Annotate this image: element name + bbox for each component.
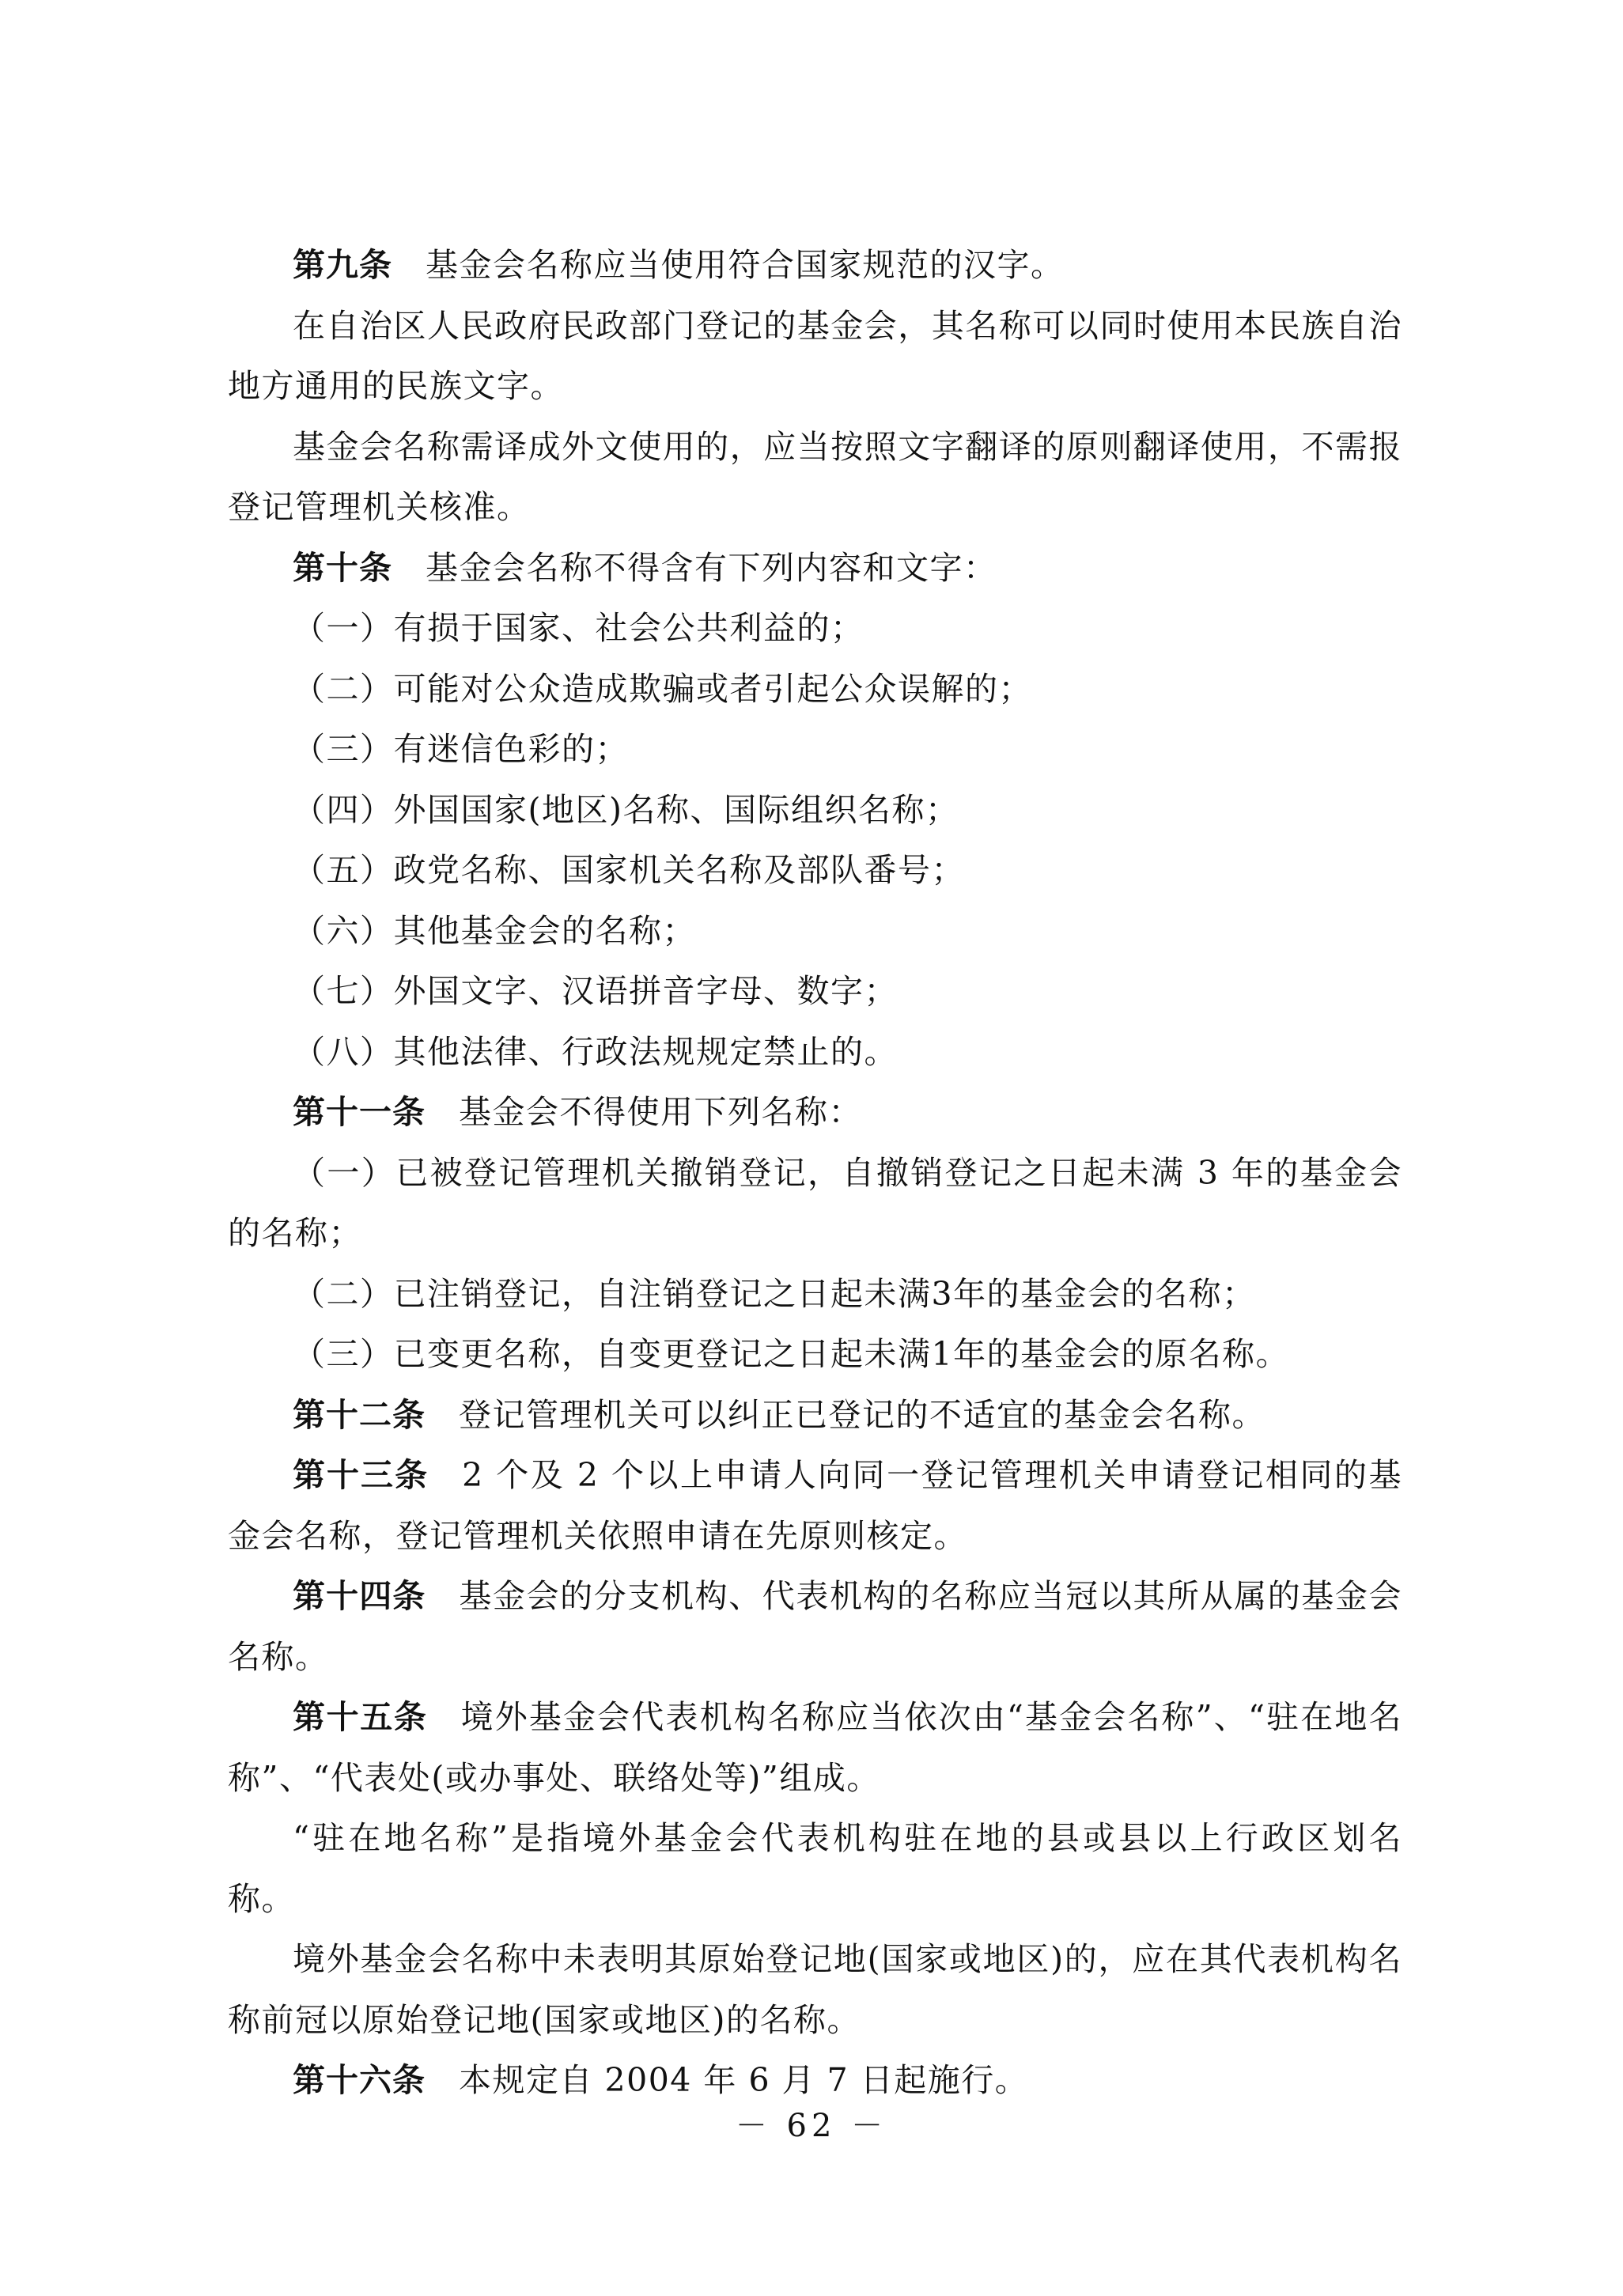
article-15-paragraph: “驻在地名称”是指境外基金会代表机构驻在地的县或县以上行政区划名称。 bbox=[228, 1819, 1402, 1918]
article-11 bbox=[228, 1082, 1402, 1143]
article-15-paragraph: 境外基金会名称中未表明其原始登记地(国家或地区)的，应在其代表机构名称前冠以原始登记地(国家或地区)的名称。 bbox=[228, 1940, 1402, 2039]
article-10-item: （四）外国国家(地区)名称、国际组织名称； bbox=[293, 790, 959, 829]
article-text: 基金会名称应当使用符合国家规范的汉字。 bbox=[426, 246, 1065, 284]
article-label: 第十条 bbox=[293, 548, 392, 587]
article-label: 第十六条 bbox=[293, 2061, 426, 2099]
article-text: 基金会不得使用下列名称： bbox=[459, 1093, 862, 1131]
article-9-paragraph: 基金会名称需译成外文使用的，应当按照文字翻译的原则翻译使用，不需报登记管理机关核准。 bbox=[228, 427, 1402, 526]
article-label: 第十三条 bbox=[293, 1456, 429, 1494]
article-13 bbox=[228, 1445, 1402, 1566]
article-10-item: （一）有损于国家、社会公共利益的； bbox=[293, 609, 864, 647]
article-10-item: （二）可能对公众造成欺骗或者引起公众误解的； bbox=[293, 669, 1032, 708]
article-text: 基金会名称不得含有下列内容和文字： bbox=[426, 548, 997, 587]
article-label: 第十一条 bbox=[293, 1093, 426, 1131]
article-11-item: （一）已被登记管理机关撤销登记，自撤销登记之日起未满 3 年的基金会的名称； bbox=[228, 1153, 1402, 1252]
article-text: 基金会的分支机构、代表机构的名称应当冠以其所从属的基金会名称。 bbox=[228, 1577, 1403, 1676]
article-10-item: （五）政党名称、国家机关名称及部队番号； bbox=[293, 851, 965, 889]
article-text: 境外基金会代表机构名称应当依次由“基金会名称”、“驻在地名称”、“代表处(或办事处、联络处等)”组成。 bbox=[228, 1698, 1402, 1797]
article-15 bbox=[228, 1687, 1402, 1808]
article-text: 2 个及 2 个以上申请人向同一登记管理机关申请登记相同的基金会名称，登记管理机关依照申请在先原则核定。 bbox=[228, 1456, 1402, 1555]
article-label: 第九条 bbox=[293, 246, 392, 284]
article-9 bbox=[228, 235, 1402, 296]
article-11-item: （二）已注销登记，自注销登记之日起未满3年的基金会的名称； bbox=[293, 1274, 1256, 1313]
article-9-paragraph: 在自治区人民政府民政部门登记的基金会，其名称可以同时使用本民族自治地方通用的民族文字。 bbox=[228, 306, 1402, 405]
article-text: 登记管理机关可以纠正已登记的不适宜的基金会名称。 bbox=[459, 1395, 1265, 1434]
article-label: 第十二条 bbox=[293, 1395, 426, 1434]
article-10-item: （六）其他基金会的名称； bbox=[293, 911, 696, 950]
article-14 bbox=[228, 1566, 1402, 1687]
article-text: 本规定自 2004 年 6 月 7 日起施行。 bbox=[459, 2061, 1029, 2099]
article-10-item: （八）其他法律、行政法规规定禁止的。 bbox=[293, 1032, 898, 1071]
article-11-item: （三）已变更名称，自变更登记之日起未满1年的基金会的原名称。 bbox=[293, 1335, 1290, 1373]
page-number: － 62 － bbox=[735, 2108, 888, 2144]
article-10-item: （三）有迷信色彩的； bbox=[293, 730, 629, 768]
article-12 bbox=[228, 1385, 1402, 1446]
article-label: 第十四条 bbox=[293, 1577, 426, 1615]
article-10-item: （七）外国文字、汉语拼音字母、数字； bbox=[293, 972, 898, 1010]
article-10 bbox=[228, 538, 1402, 599]
document-body bbox=[228, 235, 1402, 2111]
article-label: 第十五条 bbox=[293, 1698, 428, 1736]
